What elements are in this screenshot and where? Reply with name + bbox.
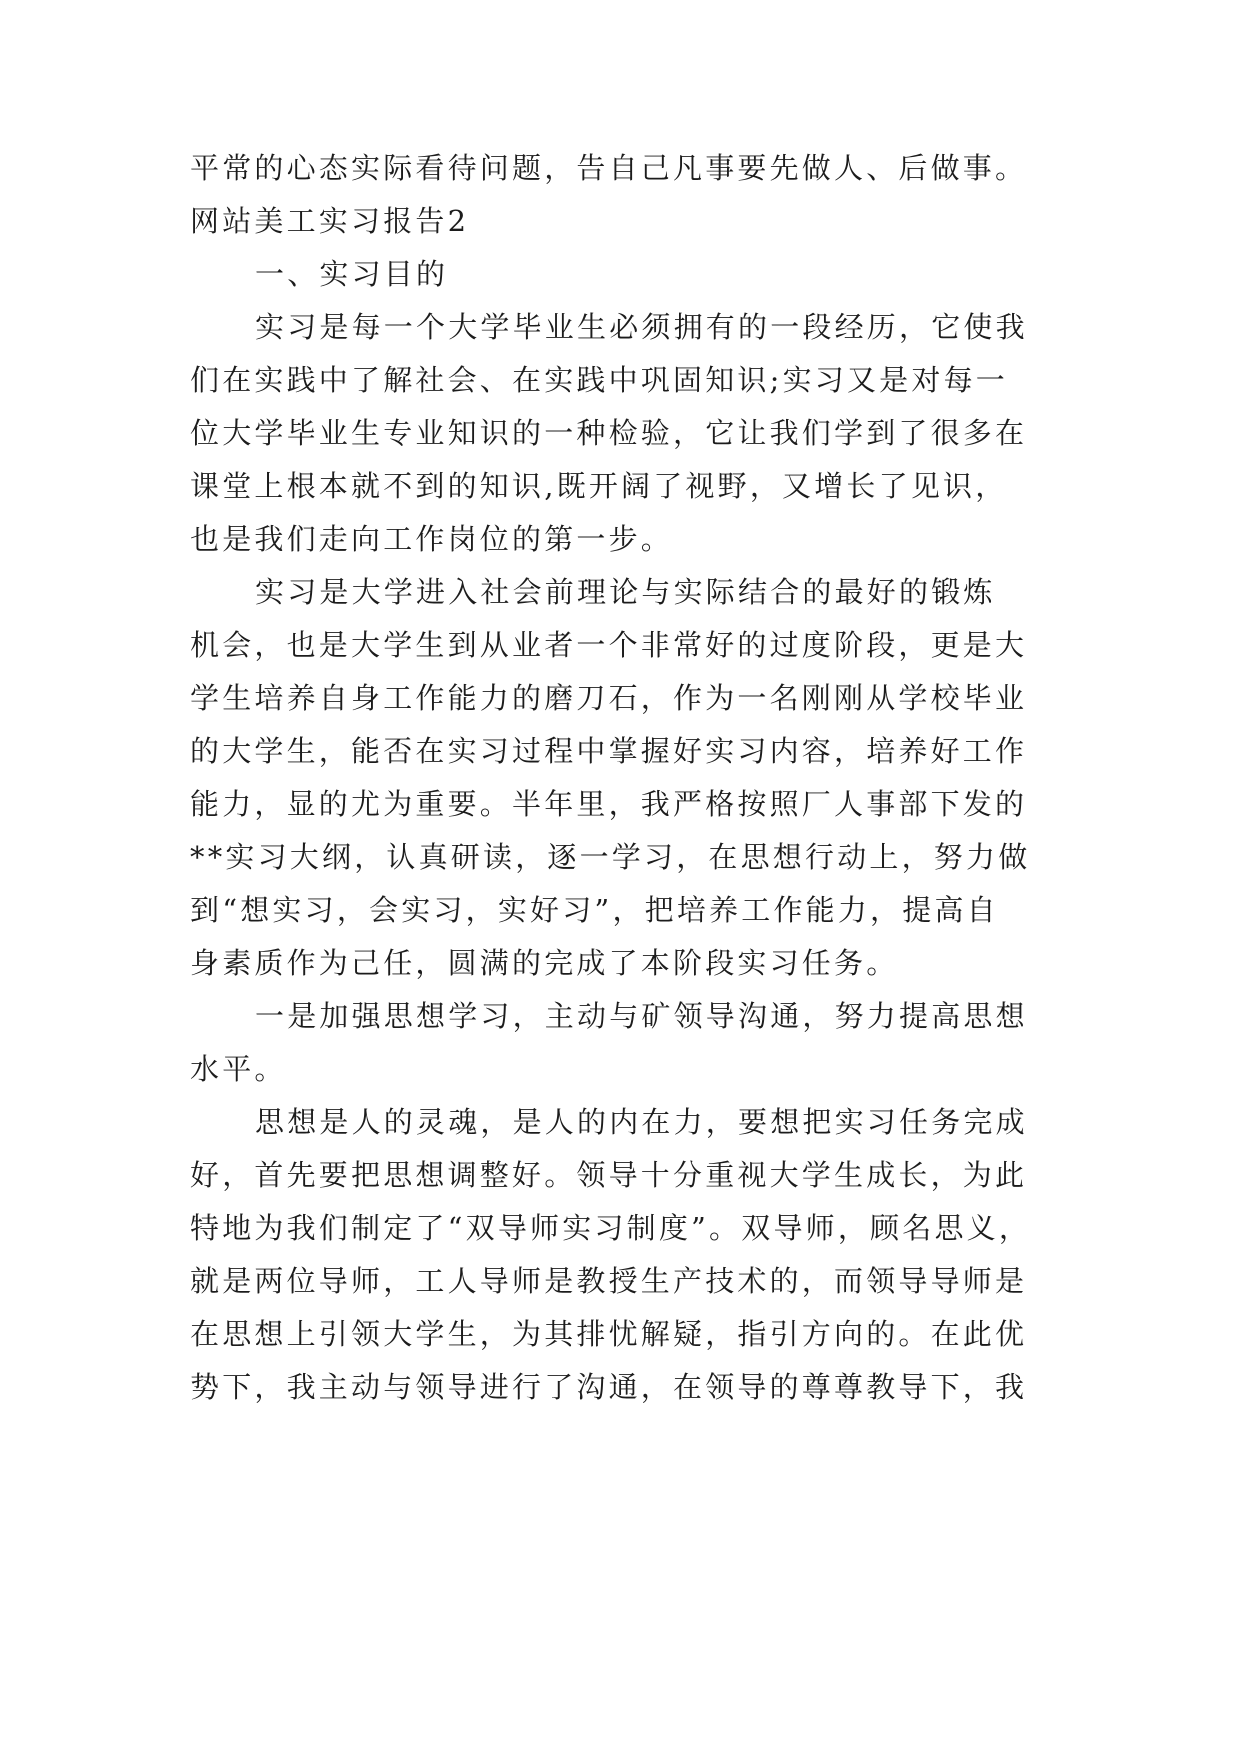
body-text-line: 平常的心态实际看待问题，告自己凡事要先做人、后做事。 [190,151,1028,185]
body-text-line: 好，首先要把思想调整好。领导十分重视大学生成长，为此 [190,1158,1028,1192]
body-text-line: 能力，显的尤为重要。半年里，我严格按照厂人事部下发的 [190,787,1028,821]
body-text-line: 位大学毕业生专业知识的一种检验，它让我们学到了很多在 [190,416,1028,450]
body-text-line: 就是两位导师，工人导师是教授生产技术的，而领导导师是 [190,1264,1028,1298]
body-text-line: 身素质作为己任，圆满的完成了本阶段实习任务。 [190,946,899,980]
section-heading: 一、实习目的 [255,257,449,291]
body-text-line: 的大学生，能否在实习过程中掌握好实习内容，培养好工作 [190,734,1028,768]
body-text-line: 特地为我们制定了“双导师实习制度”。双导师，顾名思义， [190,1211,1032,1245]
body-text-line: 势下，我主动与领导进行了沟通，在领导的尊尊教导下，我 [190,1370,1028,1404]
body-text-line: 水平。 [190,1052,287,1086]
body-text-line: 思想是人的灵魂，是人的内在力，要想把实习任务完成 [255,1105,1028,1139]
body-text-line: 也是我们走向工作岗位的第一步。 [190,522,674,556]
section-title: 网站美工实习报告2 [190,204,470,238]
body-text-line: 到“想实习，会实习，实好习”，把培养工作能力，提高自 [190,893,999,927]
body-text-line: 学生培养自身工作能力的磨刀石，作为一名刚刚从学校毕业 [190,681,1028,715]
body-text-line: **实习大纲，认真研读，逐一学习，在思想行动上，努力做 [190,840,1031,874]
body-text-line: 实习是大学进入社会前理论与实际结合的最好的锻炼 [255,575,996,609]
body-text-line: 在思想上引领大学生，为其排忧解疑，指引方向的。在此优 [190,1317,1028,1351]
body-text-line: 一是加强思想学习，主动与矿领导沟通，努力提高思想 [255,999,1028,1033]
body-text-line: 实习是每一个大学毕业生必须拥有的一段经历，它使我 [255,310,1028,344]
body-text-line: 机会，也是大学生到从业者一个非常好的过度阶段，更是大 [190,628,1028,662]
body-text-line: 课堂上根本就不到的知识,既开阔了视野，又增长了见识， [190,469,1008,503]
body-text-line: 们在实践中了解社会、在实践中巩固知识;实习又是对每一 [190,363,1008,397]
